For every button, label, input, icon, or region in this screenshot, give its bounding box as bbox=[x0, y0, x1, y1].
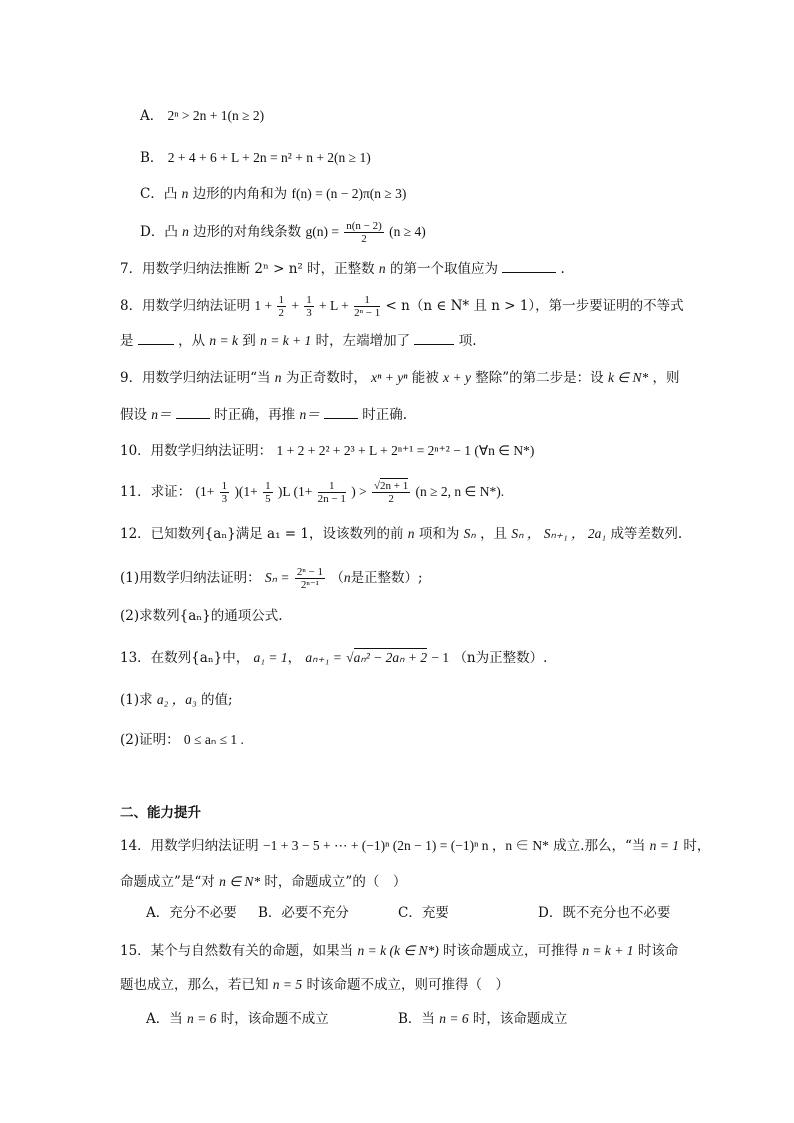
section-heading: 二、能力提升 bbox=[120, 805, 201, 821]
fraction: $\frac{n(n - 2)}{2}$ bbox=[346, 220, 382, 245]
fraction: $\frac{1}{2}$ bbox=[278, 294, 285, 319]
question-14: 14．用数学归纳法证明 −1 + 3 − 5 + ⋯ + (−1)ⁿ (2n − 1) = (−1)ⁿ n ，n ∈ N* 成立.那么，“当 n = 1 时， bbox=[120, 838, 711, 854]
question-9: 9．用数学归纳法证明“当 n 为正奇数时， xⁿ + yⁿ 能被 x + y 整除”的第二步是：设 k ∈ N* ，则 bbox=[120, 370, 680, 386]
option-d: D．凸 n 边形的对角线条数 g(n) = $\frac{n(n - 2)}{2}$ (n ≥ 4) bbox=[140, 220, 426, 245]
option-c: C．凸 n 边形的内角和为 f(n) = (n − 2)π(n ≥ 3) bbox=[140, 186, 407, 202]
question-15-option-b[interactable]: B．当 n = 6 时，该命题成立 bbox=[398, 1011, 568, 1027]
answer-blank[interactable] bbox=[324, 404, 358, 419]
question-13: 13．在数列{aₙ}中， a₁ = 1， aₙ₊₁ = √aₙ² − 2aₙ + 2 − 1 （n为正整数）. bbox=[120, 650, 548, 666]
question-12: 12．已知数列{aₙ}满足 a₁ = 1，设该数列的前 n 项和为 Sₙ ，且 Sₙ ， Sₙ₊₁ ， 2a₁ 成等差数列. bbox=[120, 526, 683, 542]
question-15-line2: 题也成立，那么，若已知 n = 5 时该命题不成立，则可推得（ ） bbox=[120, 977, 509, 993]
option-b-math: 2 + 4 + 6 + L + 2n = n² + n + 2(n ≥ 1) bbox=[167, 150, 371, 165]
question-10: 10．用数学归纳法证明： 1 + 2 + 2² + 2³ + L + 2ⁿ⁺¹ = 2ⁿ⁺² − 1 (∀n ∈ N*) bbox=[120, 443, 535, 459]
question-14-line2: 命题成立”是“对 n ∈ N* 时，命题成立”的（ ） bbox=[120, 874, 407, 890]
question-10-math: 1 + 2 + 2² + 2³ + L + 2ⁿ⁺¹ = 2ⁿ⁺² − 1 (∀n ∈ N*) bbox=[276, 443, 535, 458]
question-14-option-b[interactable]: B．必要不充分 bbox=[258, 905, 349, 921]
question-14-option-c[interactable]: C．充要 bbox=[398, 905, 449, 921]
question-14-option-a[interactable]: A．充分不必要 bbox=[146, 905, 237, 921]
question-11: 11．求证： (1+ $\frac{1}{3}$ )(1+ $\frac{1}{5}$ )L (1+ $\frac{1}{2n - 1}$ ) > $\frac{√2n + 1}{2}$ (n ≥ 2, n ∈ N*). bbox=[120, 480, 505, 505]
fraction: $\frac{1}{5}$ bbox=[265, 480, 271, 505]
answer-blank[interactable] bbox=[176, 404, 210, 419]
answer-blank[interactable] bbox=[138, 330, 174, 345]
question-13-part1: (1)求 a₂ ，a₃ 的值; bbox=[120, 692, 233, 708]
question-12-part1: (1)用数学归纳法证明： Sₙ = $\frac{\text{2ⁿ − 1}}{\text{2ⁿ⁻¹}}$ （n是正整数）; bbox=[120, 566, 423, 591]
option-a: A． 2ⁿ > 2n + 1(n ≥ 2) bbox=[140, 108, 265, 124]
fraction: $\frac{\text{2ⁿ − 1}}{\text{2ⁿ⁻¹}}$ bbox=[296, 566, 324, 591]
question-8-line2: 是 ，从 n = k 到 n = k + 1 时，左端增加了 项. bbox=[120, 330, 477, 351]
fraction: $\frac{1}{3}$ bbox=[306, 294, 312, 319]
question-15-option-a[interactable]: A．当 n = 6 时，该命题不成立 bbox=[146, 1011, 329, 1027]
fraction: $\frac{1}{3}$ bbox=[221, 480, 228, 505]
question-14-option-d[interactable]: D．既不充分也不必要 bbox=[538, 905, 671, 921]
question-15: 15．某个与自然数有关的命题，如果当 n = k (k ∈ N*) 时该命题成立，可推得 n = k + 1 时该命 bbox=[120, 943, 679, 959]
option-b: B． 2 + 4 + 6 + L + 2n = n² + n + 2(n ≥ 1) bbox=[140, 150, 371, 166]
fraction: $\frac{1}{2n - 1}$ bbox=[317, 480, 346, 505]
answer-blank[interactable] bbox=[502, 258, 556, 273]
question-12-part2: (2)求数列{aₙ}的通项公式. bbox=[120, 608, 283, 624]
option-c-math: f(n) = (n − 2)π(n ≥ 3) bbox=[291, 186, 407, 201]
option-a-math: 2ⁿ > 2n + 1(n ≥ 2) bbox=[167, 108, 265, 123]
question-7: 7．用数学归纳法推断 2ⁿ > n² 时，正整数 n 的第一个取值应为 . bbox=[120, 258, 565, 279]
answer-blank[interactable] bbox=[414, 330, 454, 345]
question-9-line2: 假设 n＝ 时正确，再推 n＝ 时正确. bbox=[120, 404, 407, 425]
fraction: $\frac{√2n + 1}{2}$ bbox=[373, 480, 409, 505]
question-8: 8．用数学归纳法证明 1 + $\frac{1}{2}$ + $\frac{1}{3}$ + L + $\frac{1}{\text{2ⁿ − 1}}$ < n（n ∈ N* 且 n > 1），第一步要证明的不等式 bbox=[120, 294, 684, 319]
fraction: $\frac{1}{\text{2ⁿ − 1}}$ bbox=[354, 294, 381, 319]
question-13-part2: (2)证明： 0 ≤ aₙ ≤ 1 . bbox=[120, 732, 244, 748]
